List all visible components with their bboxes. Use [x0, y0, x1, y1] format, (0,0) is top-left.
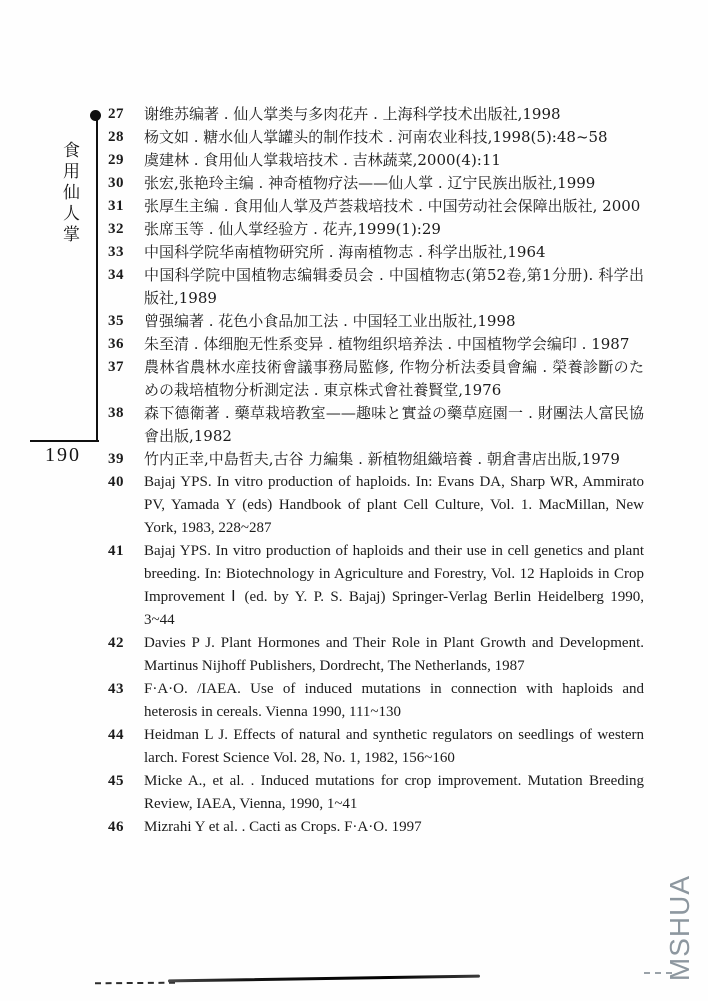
reference-item	[108, 540, 644, 632]
reference-number: 30	[108, 175, 124, 191]
reference-number: 45	[108, 773, 124, 789]
reference-item	[108, 310, 644, 333]
reference-number: 28	[108, 129, 124, 145]
reference-text: 朱至清 . 体细胞无性系变异 . 植物组织培养法 . 中国植物学会编印 . 1987	[144, 335, 630, 353]
reference-item	[108, 264, 644, 310]
reference-item	[108, 770, 644, 816]
reference-item	[108, 195, 644, 218]
reference-item	[108, 126, 644, 149]
book-title-vertical: 食用仙人掌	[59, 141, 79, 246]
reference-number: 34	[108, 267, 124, 283]
reference-text: F·A·O. /IAEA. Use of induced mutations in connection with haploids and heterosis in cereals. Vienna 1990, 111~130	[144, 681, 644, 720]
reference-text: 農林省農林水産技術會議事務局監修, 作物分析法委員會編 . 榮養診斷のための栽培植物分析測定法 . 東京株式會社養賢堂,1976	[144, 358, 644, 399]
reference-number: 43	[108, 681, 124, 697]
horizontal-rule	[30, 440, 99, 442]
reference-text: 杨文如 . 糖水仙人掌罐头的制作技术 . 河南农业科技,1998(5):48~58	[144, 128, 608, 146]
scan-artifact-line	[168, 975, 480, 983]
reference-item	[108, 241, 644, 264]
reference-text: 谢维苏编著 . 仙人掌类与多肉花卉 . 上海科学技术出版社,1998	[144, 105, 561, 123]
page-number: 190	[45, 444, 81, 466]
reference-text: 中国科学院华南植物研究所 . 海南植物志 . 科学出版社,1964	[144, 243, 546, 261]
reference-number: 46	[108, 819, 124, 835]
reference-number: 35	[108, 313, 124, 329]
reference-item	[108, 103, 644, 126]
reference-text: Mizrahi Y et al. . Cacti as Crops. F·A·O. 1997	[144, 819, 422, 835]
reference-item	[108, 724, 644, 770]
reference-text: 竹内正幸,中島哲夫,古谷 力編集 . 新植物組織培養 . 朝倉書店出版,1979	[144, 450, 620, 468]
reference-number: 32	[108, 221, 124, 237]
reference-item	[108, 448, 644, 471]
reference-item	[108, 471, 644, 540]
reference-item	[108, 678, 644, 724]
reference-number: 31	[108, 198, 124, 214]
reference-text: Micke A., et al. . Induced mutations for crop improvement. Mutation Breeding Review, IAEA, Vienna, 1990, 1~41	[144, 773, 644, 812]
scan-artifact-dashes	[95, 982, 175, 985]
reference-item	[108, 172, 644, 195]
reference-item	[108, 356, 644, 402]
reference-number: 41	[108, 543, 124, 559]
watermark	[652, 872, 708, 984]
reference-number: 27	[108, 106, 124, 122]
reference-text: Davies P J. Plant Hormones and Their Role in Plant Growth and Development. Martinus Nijhoff Publishers, Dordrecht, The Netherlands, 1987	[144, 635, 644, 674]
reference-text: Bajaj YPS. In vitro production of haploids. In: Evans DA, Sharp WR, Ammirato PV, Yamada Y (eds) Handbook of plant Cell Culture, Vol. 1. MacMillan, New York, 1983, 228~287	[144, 474, 644, 536]
reference-text: 张宏,张艳玲主编 . 神奇植物疗法——仙人掌 . 辽宁民族出版社,1999	[144, 174, 596, 192]
reference-number: 37	[108, 359, 124, 375]
reference-number: 33	[108, 244, 124, 260]
reference-number: 29	[108, 152, 124, 168]
reference-number: 44	[108, 727, 124, 743]
reference-text: 曾强编著 . 花色小食品加工法 . 中国轻工业出版社,1998	[144, 312, 516, 330]
reference-item	[108, 632, 644, 678]
reference-number: 36	[108, 336, 124, 352]
reference-text: Heidman L J. Effects of natural and synthetic regulators on seedlings of western larch. Forest Science Vol. 28, No. 1, 1982, 156~160	[144, 727, 644, 766]
reference-item	[108, 402, 644, 448]
reference-number: 42	[108, 635, 124, 651]
reference-text: 张厚生主编 . 食用仙人掌及芦荟栽培技术 . 中国劳动社会保障出版社, 2000	[144, 197, 641, 215]
vertical-rule	[96, 114, 98, 442]
references-list	[108, 103, 644, 839]
reference-number: 40	[108, 474, 124, 490]
reference-text: 张席玉等 . 仙人掌经验方 . 花卉,1999(1):29	[144, 220, 441, 238]
reference-text: Bajaj YPS. In vitro production of haploids and their use in cell genetics and plant breeding. In: Biotechnology in Agriculture and Forestry, Vol. 12 Haploids in Crop Improvement Ⅰ (ed. by Y. P. S. Bajaj) Springer-Verlag Berlin Heidelberg 1990, 3~44	[144, 543, 644, 628]
reference-text: 森下德衛著 . 藥草栽培教室——趣味と實益の藥草庭園一 . 財團法人富民協會出版,1982	[144, 404, 644, 445]
reference-text: 虞建林 . 食用仙人掌栽培技术 . 吉林蔬菜,2000(4):11	[144, 151, 501, 169]
reference-text: 中国科学院中国植物志编辑委员会 . 中国植物志(第52卷,第1分册). 科学出版社,1989	[144, 266, 644, 307]
reference-number: 38	[108, 405, 124, 421]
watermark-text: MSHUA	[664, 874, 695, 982]
reference-item	[108, 816, 644, 839]
reference-item	[108, 149, 644, 172]
reference-item	[108, 218, 644, 241]
reference-item	[108, 333, 644, 356]
reference-number: 39	[108, 451, 124, 467]
